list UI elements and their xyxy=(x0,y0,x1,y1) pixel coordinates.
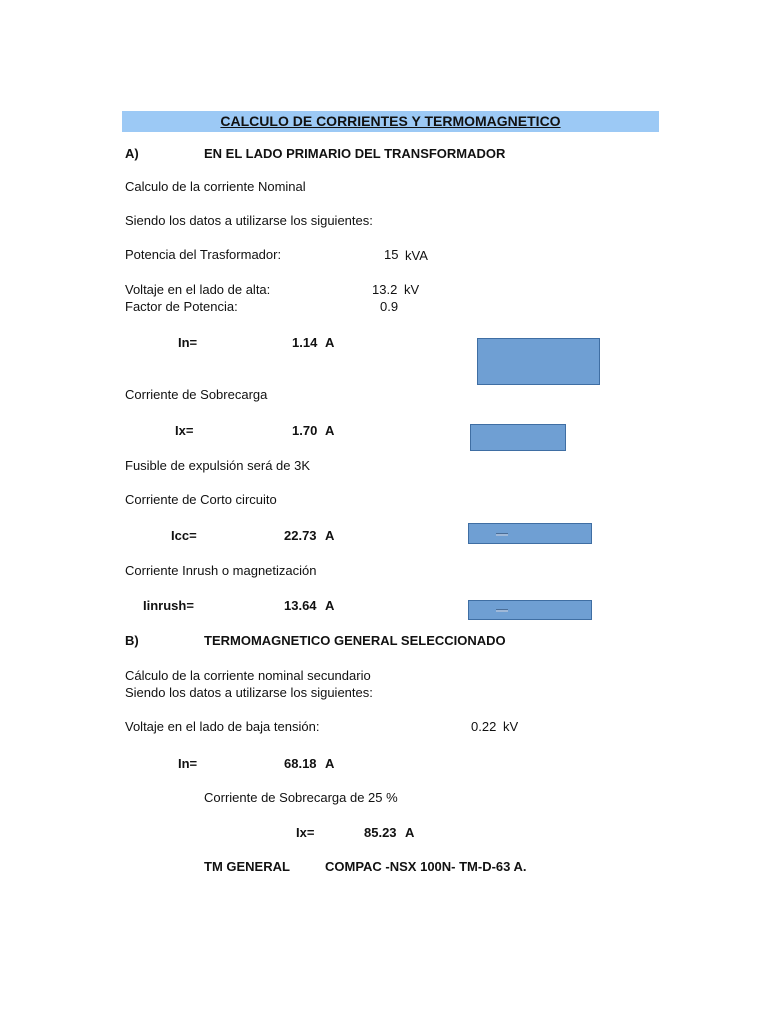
in-secondary-label: In= xyxy=(178,756,198,771)
tm-general-value: COMPAC -NSX 100N- TM-D-63 A. xyxy=(325,859,527,874)
data-intro-b: Siendo los datos a utilizarse los siguientes: xyxy=(125,685,373,700)
in-primary-label: In= xyxy=(178,335,198,350)
voltaje-alta-value: 13.2 xyxy=(372,282,398,297)
page-title: CALCULO DE CORRIENTES Y TERMOMAGNETICO xyxy=(220,113,561,129)
ix-secondary-value: 85.23 xyxy=(364,825,397,840)
potencia-unit: kVA xyxy=(405,248,428,263)
factor-value: 0.9 xyxy=(380,299,399,314)
tm-general-label: TM GENERAL xyxy=(204,859,290,874)
iinrush-unit: A xyxy=(325,598,335,613)
blue-box-4 xyxy=(468,600,592,620)
ix-secondary-unit: A xyxy=(405,825,415,840)
section-b-heading: TERMOMAGNETICO GENERAL SELECCIONADO xyxy=(204,633,506,648)
blue-box-2 xyxy=(470,424,566,451)
in-secondary-value: 68.18 xyxy=(284,756,317,771)
icc-label: Icc= xyxy=(171,528,197,543)
section-a-label: A) xyxy=(125,146,139,161)
ix-primary-unit: A xyxy=(325,423,335,438)
title-bar xyxy=(122,111,659,132)
dash-mark xyxy=(496,609,508,612)
section-a-heading: EN EL LADO PRIMARIO DEL TRANSFORMADOR xyxy=(204,146,506,161)
potencia-label: Potencia del Trasformador: xyxy=(125,247,282,262)
voltaje-baja-value: 0.22 xyxy=(471,719,497,734)
nominal-title: Calculo de la corriente Nominal xyxy=(125,179,306,194)
ix-primary-value: 1.70 xyxy=(292,423,318,438)
ix-secondary-label: Ix= xyxy=(296,825,315,840)
corto-title: Corriente de Corto circuito xyxy=(125,492,277,507)
voltaje-baja-label: Voltaje en el lado de baja tensión: xyxy=(125,719,320,734)
inrush-title: Corriente Inrush o magnetización xyxy=(125,563,317,578)
fusible-text: Fusible de expulsión será de 3K xyxy=(125,458,311,473)
in-secondary-unit: A xyxy=(325,756,335,771)
iinrush-value: 13.64 xyxy=(284,598,317,613)
factor-label: Factor de Potencia: xyxy=(125,299,238,314)
voltaje-baja-unit: kV xyxy=(503,719,519,734)
data-intro: Siendo los datos a utilizarse los siguientes: xyxy=(125,213,373,228)
blue-box-3 xyxy=(468,523,592,544)
blue-box-1 xyxy=(477,338,600,385)
icc-value: 22.73 xyxy=(284,528,317,543)
icc-unit: A xyxy=(325,528,335,543)
iinrush-label: Iinrush= xyxy=(143,598,194,613)
sobrecarga-25-text: Corriente de Sobrecarga de 25 % xyxy=(204,790,398,805)
section-b-label: B) xyxy=(125,633,139,648)
potencia-value: 15 xyxy=(384,247,399,262)
in-primary-unit: A xyxy=(325,335,335,350)
in-primary-value: 1.14 xyxy=(292,335,318,350)
voltaje-alta-unit: kV xyxy=(404,282,420,297)
dash-mark xyxy=(496,533,508,536)
sobrecarga-title: Corriente de Sobrecarga xyxy=(125,387,268,402)
nominal-secundario-title: Cálculo de la corriente nominal secundario xyxy=(125,668,371,683)
voltaje-alta-label: Voltaje en el lado de alta: xyxy=(125,282,271,297)
ix-primary-label: Ix= xyxy=(175,423,194,438)
